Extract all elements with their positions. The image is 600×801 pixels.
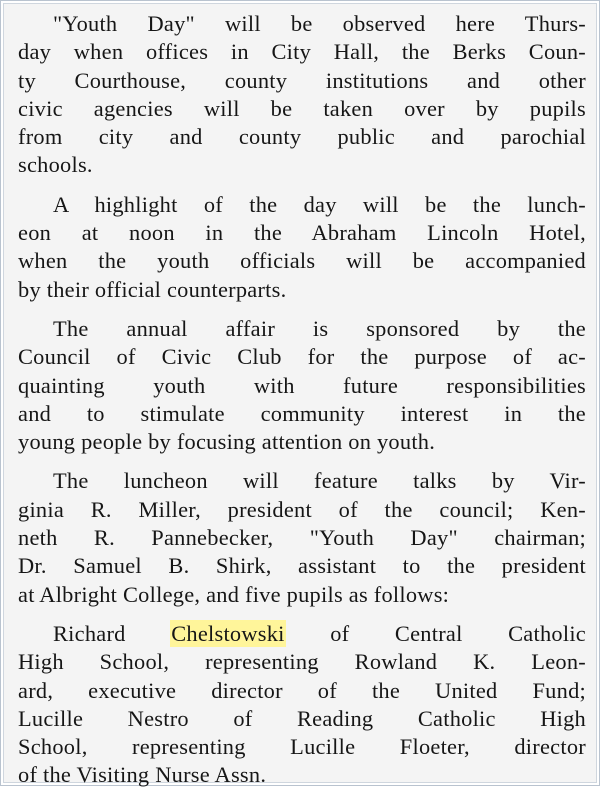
text-line: neth R. Pannebecker, "Youth Day" chairman; [18, 525, 586, 551]
text-line: from city and county public and parochial [18, 124, 586, 150]
text-line: The luncheon will feature talks by Vir- [53, 468, 586, 494]
text-line: Dr. Samuel B. Shirk, assistant to the president [18, 553, 586, 579]
text-line: civic agencies will be taken over by pupils [18, 95, 586, 121]
paragraph-2 [18, 191, 586, 304]
text-line: day when offices in City Hall, the Berks Coun- [18, 39, 586, 65]
text-line: The annual affair is sponsored by the [53, 315, 586, 341]
text-line: eon at noon in the Abraham Lincoln Hotel, [18, 220, 586, 246]
search-highlight: Chelstowski [171, 620, 285, 646]
text-line: A highlight of the day will be the lunch- [53, 191, 586, 217]
highlight-suffix: of Central Catholic [284, 620, 586, 646]
text-line: Council of Civic Club for the purpose of ac- [18, 344, 586, 370]
text-line: School, representing Lucille Floeter, director [18, 734, 586, 760]
text-line: young people by focusing attention on youth. [18, 429, 436, 455]
text-line: and to stimulate community interest in the [18, 400, 586, 426]
paragraph-1 [18, 10, 586, 180]
highlight-prefix: Richard [53, 620, 172, 646]
text-line: when the youth officials will be accompanied [18, 248, 586, 274]
text-line: High School, representing Rowland K. Leon- [18, 649, 586, 675]
article-text [18, 10, 586, 801]
text-line: at Albright College, and five pupils as follows: [18, 581, 450, 607]
text-line: quainting youth with future responsibilities [18, 372, 586, 398]
paragraph-5 [18, 620, 586, 790]
text-line: by their official counterparts. [18, 276, 287, 302]
text-line: ginia R. Miller, president of the council; Ken- [18, 496, 586, 522]
newspaper-scan [3, 3, 597, 788]
highlighted-line [18, 620, 586, 648]
text-line: schools. [18, 152, 93, 178]
text-line: ty Courthouse, county institutions and other [18, 67, 586, 93]
text-line: "Youth Day" will be observed here Thurs- [53, 11, 586, 36]
text-line: of the Visiting Nurse Assn. [18, 762, 267, 788]
text-line: Lucille Nestro of Reading Catholic High [18, 705, 586, 731]
paragraph-4 [18, 467, 586, 608]
paragraph-3 [18, 315, 586, 456]
text-line: ard, executive director of the United Fund; [18, 677, 586, 703]
